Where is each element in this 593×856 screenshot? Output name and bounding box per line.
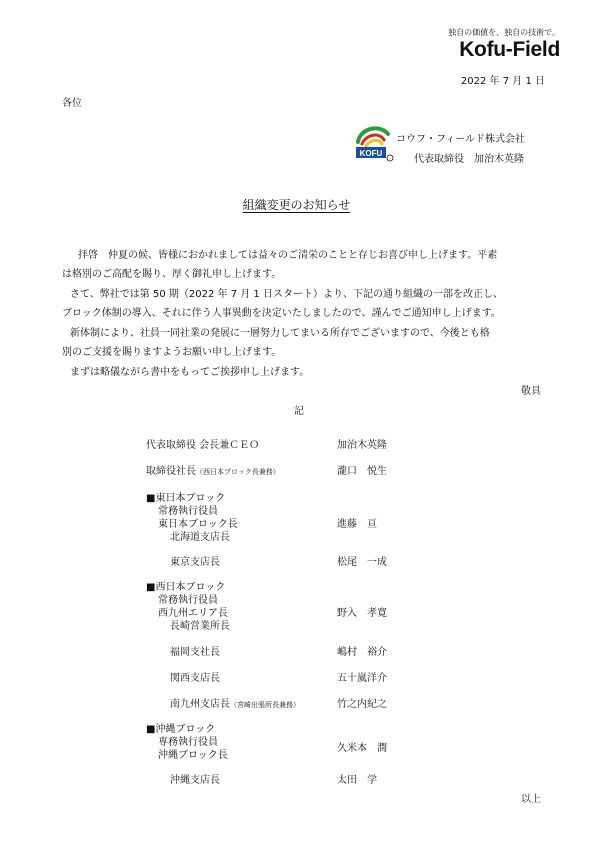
west-name-1: 野入 孝寛 (337, 608, 387, 619)
president-name: 瀧口 悦生 (337, 466, 387, 477)
west-name-4: 竹之内紀之 (337, 699, 387, 710)
body-line: ブロック体制の導入、それに伴う人事異動を決定いたしましたので、謹んでご通知申し上げます。 (62, 308, 501, 319)
east-role-2: 東日本ブロック長 (158, 519, 238, 530)
okinawa-block-header: ■沖縄ブロック (146, 724, 216, 735)
west-role-5: 関西支店長 (170, 673, 220, 684)
west-name-3: 五十嵐洋介 (337, 673, 387, 684)
okinawa-role-3: 沖縄支店長 (170, 775, 220, 786)
issue-date: 2022 年 7 月 1 日 (460, 76, 545, 87)
closing-word: 敬具 (521, 386, 541, 397)
east-name-2: 松尾 一成 (337, 557, 387, 568)
representative: 代表取締役 加治木英隆 (414, 154, 524, 165)
west-role-2: 西九州エリア長 (158, 608, 228, 619)
west-role-4: 福岡支社長 (170, 647, 220, 658)
kofu-logo (352, 120, 396, 164)
east-block-header: ■東日本ブロック (146, 493, 226, 504)
president-note: （西日本ブロック長兼務） (196, 468, 280, 476)
tagline: 独自の価値を、独自の技術で。 (448, 28, 560, 37)
east-name-1: 進藤 亘 (337, 519, 377, 530)
west-role-6: 南九州支店長（宮崎出張所長兼務） (170, 699, 300, 710)
ki-mark: 記 (294, 406, 304, 417)
body-line: 拝啓 仲夏の候、皆様におかれましては益々のご清栄のことと存じお喜び申し上げます。平素 (78, 250, 498, 261)
addressee: 各位 (62, 98, 82, 109)
ceo-name: 加治木英隆 (337, 440, 387, 451)
west-block-header: ■西日本ブロック (146, 582, 226, 593)
east-role-3: 北海道支店長 (170, 532, 230, 543)
okinawa-name-1: 久米本 潤 (337, 743, 387, 754)
body-line: まずは略儀ながら書中をもってご挨拶申し上げます。 (70, 367, 310, 378)
body-line: 新体制により、社員一同社業の発展に一層努力してまいる所存でございますので、今後とも格 (70, 328, 490, 339)
page-title: 組織変更のお知らせ (242, 198, 351, 212)
west-role-6-note: （宮崎出張所長兼務） (230, 701, 300, 709)
body-line: さて、弊社では第 50 期（2022 年 7 月 1 日スタート）より、下記の通り組織の一部を改正し、 (70, 289, 503, 300)
end-mark: 以上 (521, 794, 541, 805)
okinawa-role-1: 専務執行役員 (158, 737, 218, 748)
body-line: は格別のご高配を賜り、厚く御礼申し上げます。 (62, 269, 282, 280)
president-role: 取締役社長（西日本ブロック長兼務） (146, 466, 280, 477)
logo-text: KOFU (359, 149, 383, 158)
body-line: 別のご支援を賜りますようお願い申し上げます。 (62, 347, 282, 358)
east-role-4: 東京支店長 (170, 557, 220, 568)
brand-logo-text: Kofu-Field (459, 38, 560, 61)
west-name-2: 嶋村 裕介 (337, 647, 387, 658)
west-role-3: 長崎営業所長 (170, 621, 230, 632)
west-role-1: 常務執行役員 (158, 595, 218, 606)
ceo-role: 代表取締役 会長兼ＣＥＯ (146, 440, 260, 451)
okinawa-name-2: 太田 学 (337, 775, 377, 786)
company-name: コウフ・フィールド株式会社 (396, 134, 525, 145)
east-role-1: 常務執行役員 (158, 506, 218, 517)
okinawa-role-2: 沖縄ブロック長 (158, 750, 228, 761)
